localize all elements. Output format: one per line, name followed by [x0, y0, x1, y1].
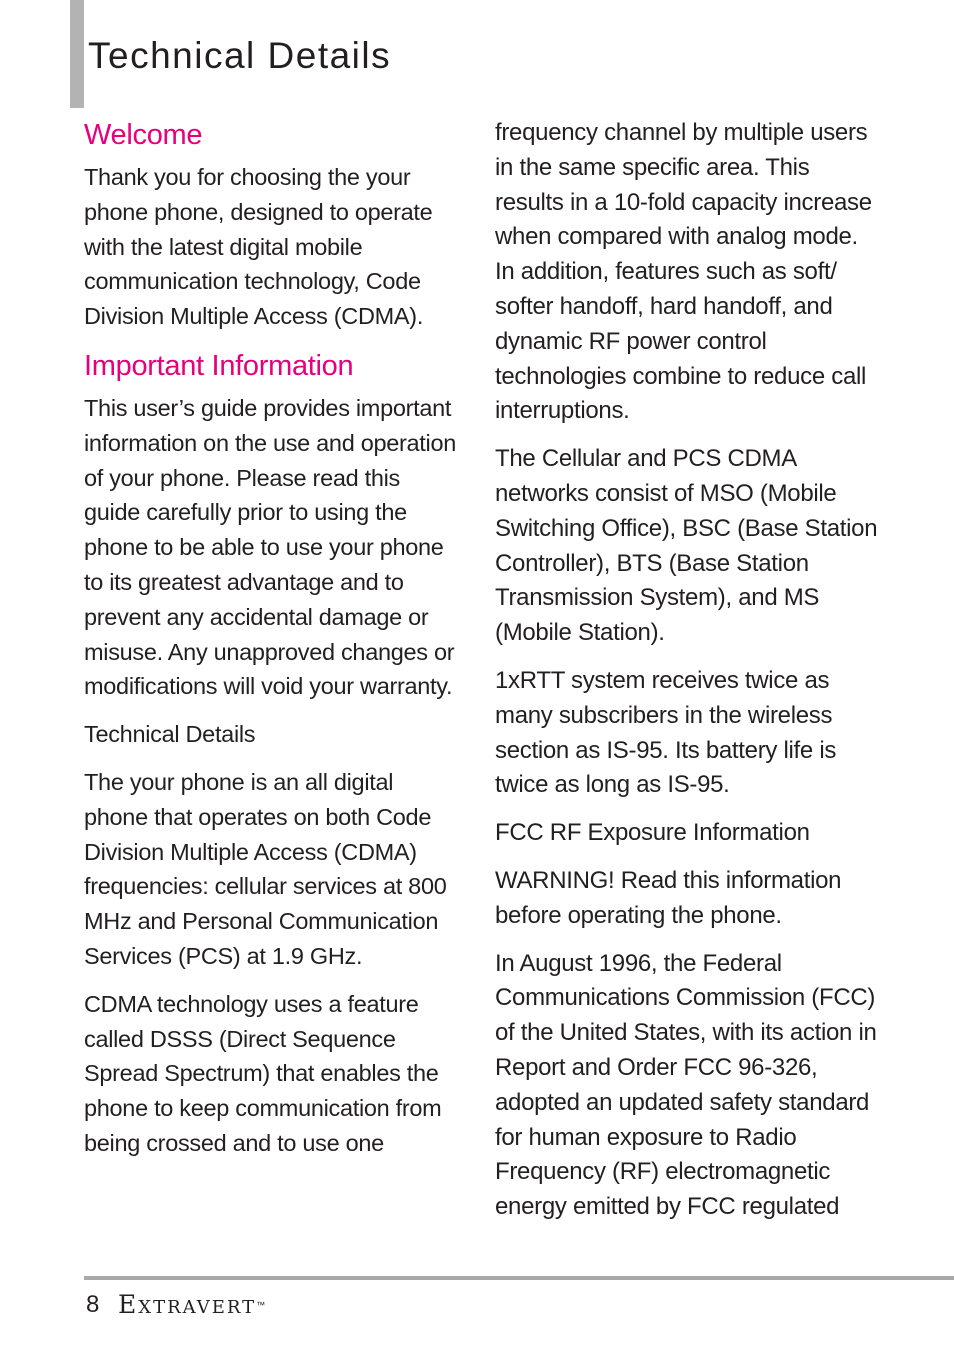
cdma-technology-paragraph: CDMA technology uses a feature called DSSS (Direct Sequence Spread Spectrum) that enables the phone to keep communication from being crossed and to use one	[84, 990, 442, 1156]
brand-wordmark	[118, 1290, 265, 1320]
fcc-rf-exposure-subheading: FCC RF Exposure Information	[495, 819, 810, 847]
welcome-paragraph: Thank you for choosing the your phone phone, designed to operate with the latest digital mobile communication technology, Code Division Multiple Access (CDMA).	[84, 164, 433, 330]
1xrtt-paragraph: 1xRTT system receives twice as many subscribers in the wireless section as IS-95. Its battery life is twice as long as IS-95.	[495, 666, 837, 799]
cdma-networks-paragraph: The Cellular and PCS CDMA networks consist of MSO (Mobile Switching Office), BSC (Base Station Controller), BTS (Base Station Transmission System), and MS (Mobile Station).	[495, 445, 878, 647]
footer-divider	[84, 1276, 954, 1280]
technical-details-subheading: Technical Details	[84, 721, 256, 748]
page-title: Technical Details	[88, 35, 392, 76]
welcome-heading: Welcome	[84, 119, 203, 151]
trademark-symbol: ™	[256, 1300, 266, 1310]
right-column	[495, 116, 880, 1238]
technical-details-paragraph: The your phone is an all digital phone that operates on both Code Division Multiple Access (CDMA) frequencies: cellular services at 800 MHz and Personal Communication Services (PCS) at 1.9 GHz.	[84, 768, 447, 969]
page-number: 8	[86, 1291, 100, 1318]
brand-name: Extravert	[118, 1290, 257, 1319]
left-column	[84, 112, 460, 1174]
warning-paragraph: WARNING! Read this information before operating the phone.	[495, 866, 842, 929]
important-information-heading: Important Information	[84, 349, 354, 382]
title-accent-bar	[70, 0, 84, 108]
important-information-paragraph: This user’s guide provides important information on the use and operation of your phone. Please read this guide carefully prior to using the phone to be able to use your phone to its greatest advantage and to prevent any accidental damage or misuse. Any unapproved changes or modifications will void your warranty.	[84, 394, 456, 700]
frequency-channel-paragraph: frequency channel by multiple users in the same specific area. This results in a 10-fold capacity increase when compared with analog mode. In addition, features such as soft/ softer handoff, hard handoff, and dynamic RF power control technologies combine to reduce call interruptions.	[495, 119, 872, 425]
fcc-august-1996-paragraph: In August 1996, the Federal Communications Commission (FCC) of the United States, with its action in Report and Order FCC 96-326, adopted an updated safety standard for human exposure to Radio Frequency (RF) electromagnetic energy emitted by FCC regulated	[495, 949, 877, 1221]
